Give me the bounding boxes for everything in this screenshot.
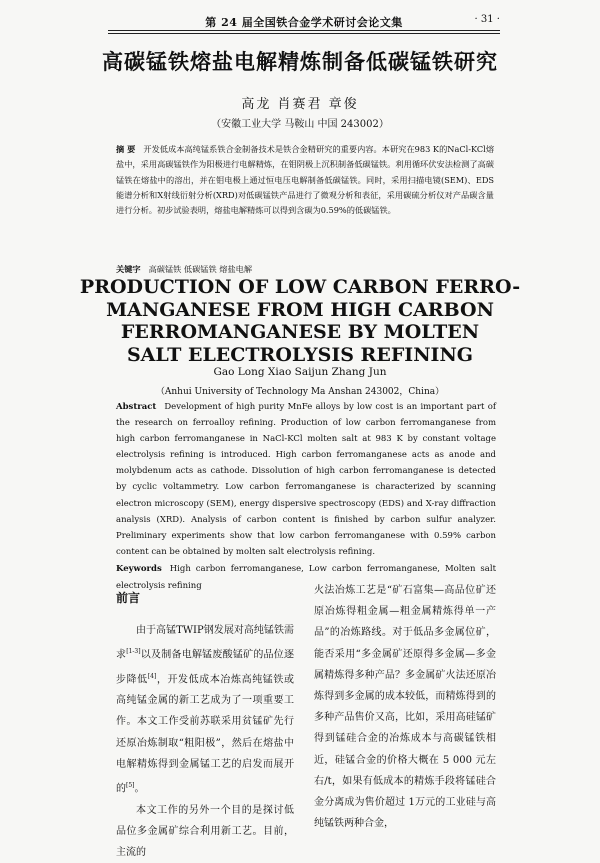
chinese-abstract-label: 摘 要 [116,144,136,154]
english-title-line: SALT ELECTROLYSIS REFINING [126,343,474,366]
chinese-affiliation: （安徽工业大学 马鞍山 中国 243002） [211,119,389,130]
body-text: 以及制备电解锰废酸锰矿的品位逐步降低 [116,649,295,686]
english-title-line: MANGANESE FROM HIGH CARBON [106,298,494,321]
body-text: ，开发低成本冶炼高纯锰铁或高纯锰金属的新工艺成为了一项重要工作。本文工作受前苏联采用贫锰矿先行还原冶炼制取“粗阳极”，然后在熔盐中电解精炼得到金属锰工艺的启发而展开的 [116,674,294,795]
english-title [0,276,600,366]
body-paragraph: 火法冶炼工艺是“矿石富集—高品位矿还原冶炼得粗金属—粗金属精炼得单一产品”的冶炼路线。对于低品多金属位矿，能否采用“多金属矿还原得多金属—多金属精炼得多种产品？多金属矿火法还原冶炼得到多金属的成本较低，而精炼得到的多种产品售价又高，比如，采用高硅锰矿得到锰硅合金的冶炼成本与高碳锰铁相近，硅锰合金的价格大概在 5 000 元左右/t，如果有低成本的精炼手段将锰硅合金分离成为售价超过 1万元的工业硅与高纯锰铁两种合金， [314,585,496,830]
english-abstract-label: Abstract [116,402,157,412]
citation: [1-3] [126,648,141,656]
english-keywords-label: Keywords [116,564,162,574]
body-text: 。 [134,783,145,795]
chinese-abstract [116,142,494,218]
chinese-abstract-text: 开发低成本高纯锰系铁合金制备技术是铁合金精研究的重要内容。本研究在983 K的NaCl-KCl熔盐中，采用高碳锰铁作为阳极进行电解精炼，在钼阴极上沉积制备低碳锰铁。利用循环伏安法检测了高碳锰铁在熔盐中的溶出，并在钼电极上通过恒电压电解制备低碳锰铁。同时，采用扫描电镜(SEM)、EDS能谱分析和X射线衍射分析(XRD)对低碳锰铁产品进行了微观分析和表征，采用碳硫分析仪对产品碳含量进行分析。初步试验表明，熔盐电解精炼可以得到含碳为0.59%的低碳锰铁。 [116,144,495,216]
chinese-authors: 高龙 肖赛君 章俊 [241,97,359,112]
citation: [5] [126,782,135,790]
running-header [108,12,500,30]
page-number: · 31 · [474,14,500,25]
english-abstract [116,399,496,560]
english-authors: Gao Long Xiao Saijun Zhang Jun [213,366,387,378]
chinese-keywords-text: 高碳锰铁 低碳锰铁 熔盐电解 [148,264,253,274]
chinese-keywords-label: 关键字 [116,264,141,274]
running-header-title: 第 24 届全国铁合金学术研讨会论文集 [205,16,403,29]
chinese-keywords [116,264,494,275]
section-heading: 前言 [116,591,141,605]
body-column-right [314,580,496,834]
header-rule-top [108,30,500,31]
body-column-left [116,620,294,863]
english-affiliation: （Anhui University of Technology Ma Anshan 243002，China） [155,387,445,397]
chinese-title: 高碳锰铁熔盐电解精炼制备低碳锰铁研究 [102,49,498,74]
english-abstract-text: Development of high purity MnFe alloys by low cost is an important part of the research on ferroalloy refining. Production of low carbon ferromanganese from high carbon ferromanganese in NaCl-KCl molten salt at 983 K by constant voltage electrolysis refining is introduced. High carbon ferromanganese acts as anode and molybdenum acts as cathode. Dissolution of high carbon ferromanganese is detected by cyclic voltammetry. Low carbon ferromanganese is characterized by scanning electron microscopy (SEM), energy dispersive spectroscopy (EDS) and X-ray diffraction analysis (XRD). Analysis of carbon content is finished by carbon sulfur analyzer. Preliminary experiments show that low carbon ferromanganese with 0.59% carbon content can be obtained by molten salt electrolysis refining. [116,402,496,557]
citation: [4] [147,672,157,680]
english-title-line: FERROMANGANESE BY MOLTEN [120,321,480,343]
body-paragraph: 本文工作的另外一个目的是探讨低品位多金属矿综合利用新工艺。目前，主流的 [116,804,294,859]
header-rule-bottom [108,33,500,34]
english-keywords-text: High carbon ferromanganese, Low carbon ferromanganese, Molten salt electrolysis refining [116,564,496,591]
english-title-line: PRODUCTION OF LOW CARBON FERRO- [79,276,521,298]
body-paragraph [116,620,294,800]
body-text: 由于高锰TWIP钢发展对高纯锰铁需求 [116,625,294,661]
